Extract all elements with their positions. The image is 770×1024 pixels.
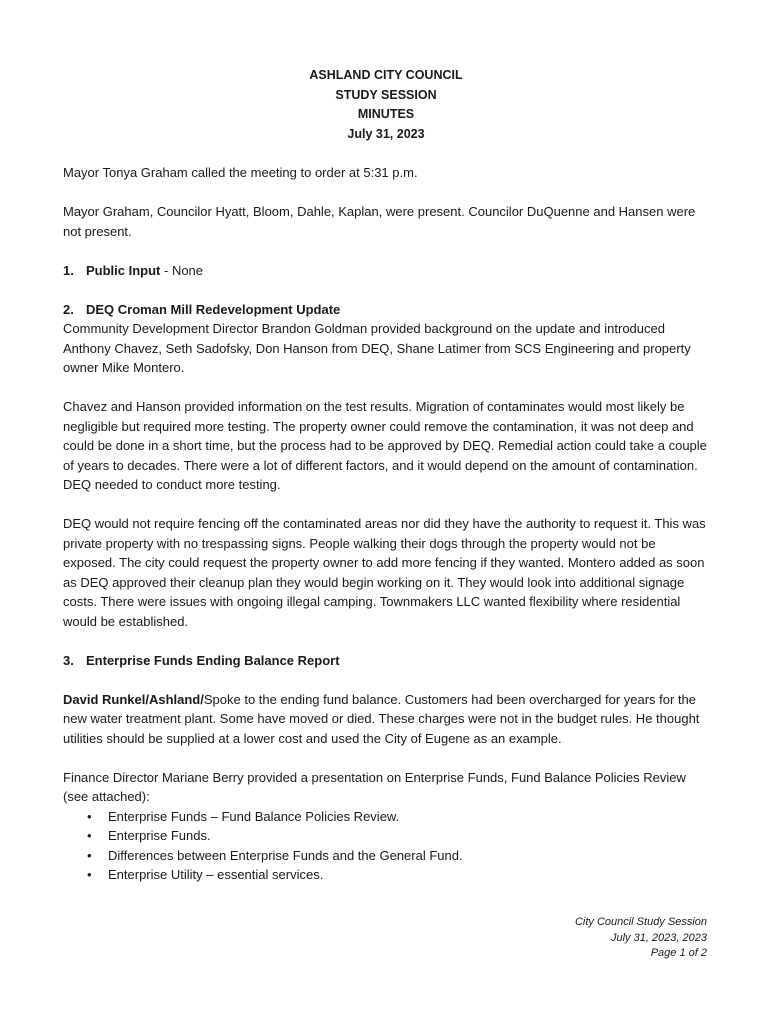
paragraph: Chavez and Hanson provided information on the test results. Migration of contaminates would most likely be negligible but required more testing. The property owner could remove the contamination, it was not deep and could be done in a short time, but the process had to be approved by DEQ. Remedial action could take a couple of years to decades. There were a lot of different factors, and it would depend on the amount of contamination. DEQ needed to conduct more testing. bbox=[63, 399, 707, 492]
footer-page-number: Page 1 of 2 bbox=[650, 947, 707, 959]
list-item: • Differences between Enterprise Funds and the General Fund. bbox=[63, 846, 709, 866]
footer-date: July 31, 2023, 2023 bbox=[610, 931, 707, 944]
public-comment bbox=[63, 690, 709, 749]
section-number: 1. bbox=[63, 262, 74, 278]
section-public-input bbox=[63, 261, 709, 281]
paragraph: Community Development Director Brandon Goldman provided background on the update and introduced Anthony Chavez, Seth Sadofsky, Don Hanson from DEQ, Shane Latimer from SCS Engineering and property owner Mike Montero. bbox=[63, 321, 691, 375]
footer-session: City Council Study Session bbox=[574, 916, 707, 928]
section-title: Public Input bbox=[86, 262, 161, 278]
page-footer bbox=[575, 915, 707, 962]
section-title: DEQ Croman Mill Redevelopment Update bbox=[86, 301, 341, 317]
document-header bbox=[63, 66, 709, 144]
section-heading bbox=[63, 300, 709, 320]
bullet-list bbox=[63, 807, 709, 885]
attendance: Mayor Graham, Councilor Hyatt, Bloom, Dahle, Kaplan, were present. Councilor DuQuenne and Hansen were not present. bbox=[63, 204, 696, 239]
doc-type: MINUTES bbox=[357, 107, 415, 121]
section-suffix: - None bbox=[160, 262, 204, 278]
section-number: 2. bbox=[63, 301, 74, 317]
speaker-text: Spoke to the ending fund balance. Customers had been overcharged for years for the new water treatment plant. Some have moved or died. These charges were not in the budget rules. He thought utilities should be supplied at a lower cost and used the City of Eugene as an example. bbox=[63, 691, 700, 746]
section-enterprise-funds bbox=[63, 651, 709, 885]
list-item: • Enterprise Funds. bbox=[63, 826, 709, 846]
paragraph: DEQ would not require fencing off the contaminated areas nor did they have the authority to request it. This was private property with no trespassing signs. People walking their dogs through the property would not be exposed. The city could request the property owner to add more fencing if they wanted. Montero added as soon as DEQ approved their cleanup plan they would begin working on it. They would look into additional signage costs. There were issues with ongoing illegal camping. Townmakers LLC wanted flexibility where residential would be established. bbox=[63, 516, 706, 629]
org-title: ASHLAND CITY COUNCIL bbox=[309, 68, 463, 82]
section-heading bbox=[63, 651, 709, 671]
section-deq-croman bbox=[63, 300, 709, 632]
speaker-name: David Runkel/Ashland/ bbox=[63, 691, 204, 707]
list-item: • Enterprise Utility – essential services. bbox=[63, 865, 709, 885]
finance-intro: Finance Director Mariane Berry provided a presentation on Enterprise Funds, Fund Balance Policies Review (see attached): bbox=[63, 769, 686, 804]
list-item: • Enterprise Funds – Fund Balance Policies Review. bbox=[63, 807, 709, 827]
document-page bbox=[63, 66, 709, 885]
section-number: 3. bbox=[63, 652, 74, 668]
meeting-date: July 31, 2023 bbox=[347, 126, 425, 141]
section-heading bbox=[63, 261, 709, 281]
session-title: STUDY SESSION bbox=[335, 87, 437, 102]
call-to-order: Mayor Tonya Graham called the meeting to order at 5:31 p.m. bbox=[63, 165, 418, 180]
section-title: Enterprise Funds Ending Balance Report bbox=[86, 652, 340, 668]
